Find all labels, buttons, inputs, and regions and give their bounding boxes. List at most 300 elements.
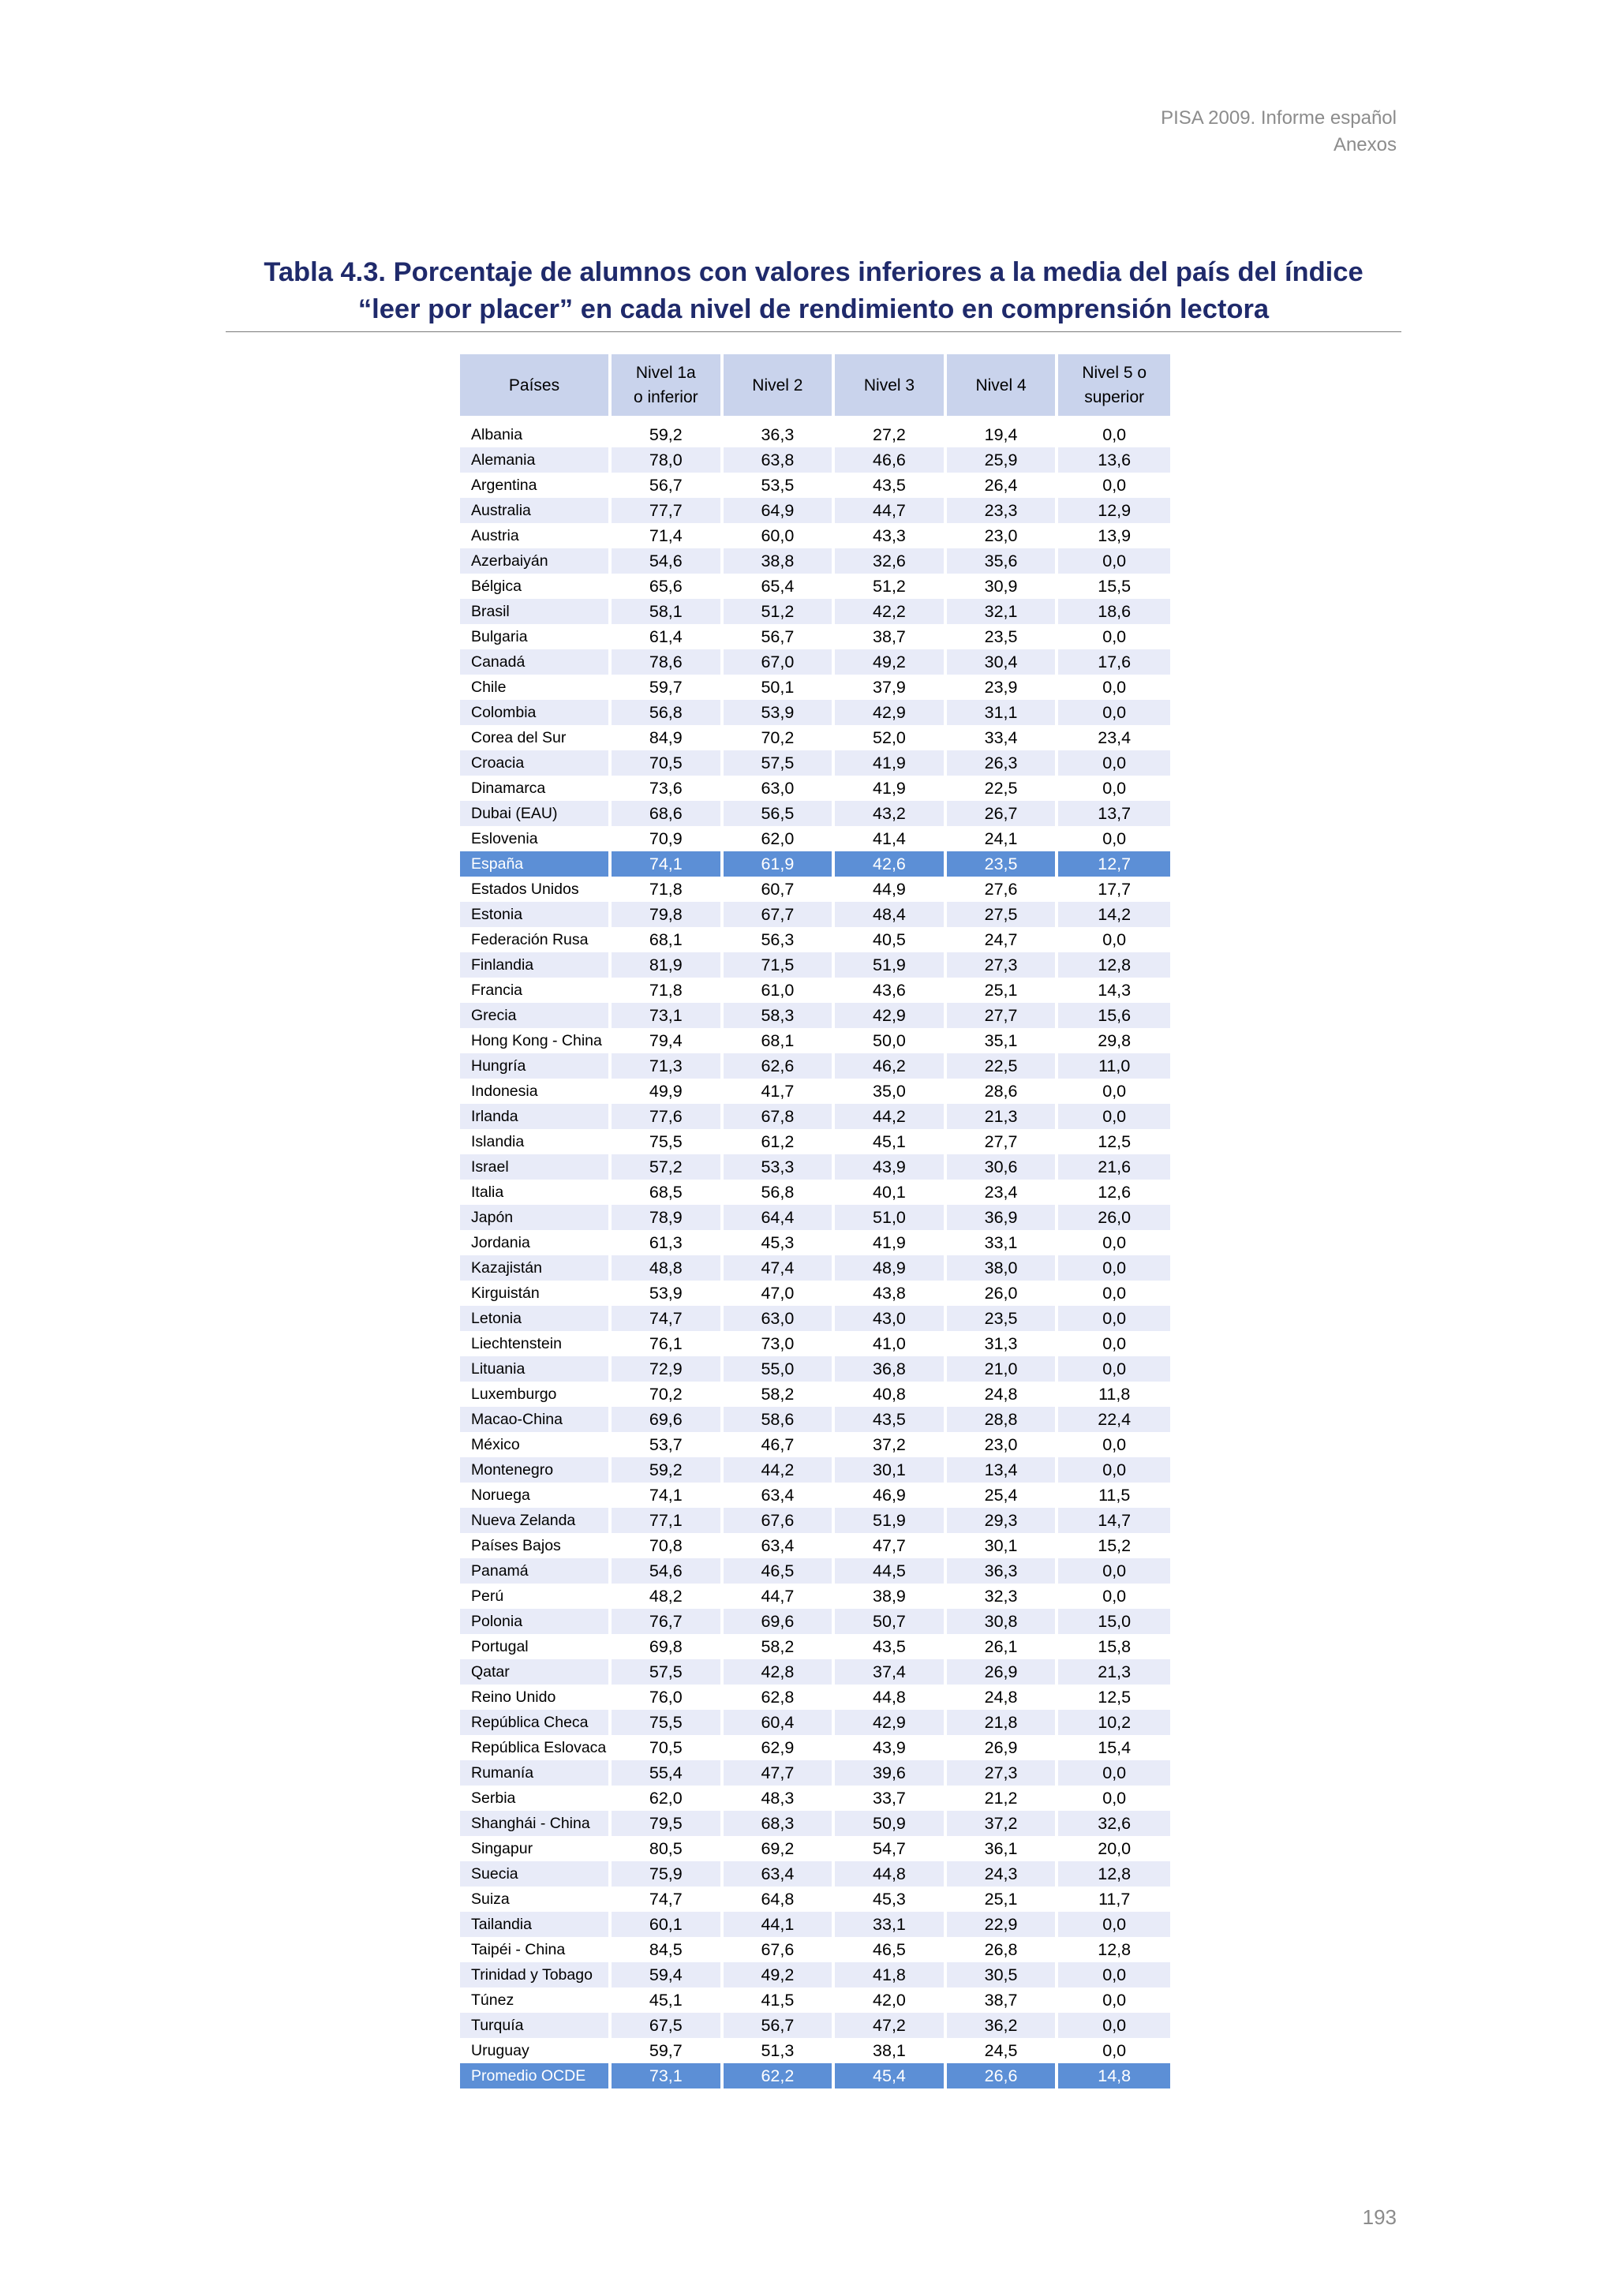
value-cell: 70,9 xyxy=(612,826,724,851)
value-cell: 69,6 xyxy=(724,1609,836,1634)
country-cell: Nueva Zelanda xyxy=(460,1508,612,1533)
value-cell: 0,0 xyxy=(1102,778,1127,798)
value-cell: 63,0 xyxy=(724,776,836,801)
value-cell: 0,0 xyxy=(1102,1586,1127,1606)
value-cell: 13,6 xyxy=(1058,447,1170,473)
value-cell: 40,1 xyxy=(835,1180,947,1205)
value-cell: 27,7 xyxy=(947,1129,1059,1154)
table-row xyxy=(460,1558,1170,1584)
table-header xyxy=(460,354,1170,422)
value-cell: 56,8 xyxy=(724,1180,836,1205)
value-cell: 73,6 xyxy=(612,776,724,801)
value-cell: 71,3 xyxy=(612,1053,724,1079)
value-cell: 38,7 xyxy=(835,624,947,649)
value-cell: 29,3 xyxy=(947,1508,1059,1533)
value-cell: 71,4 xyxy=(612,523,724,548)
country-cell: Uruguay xyxy=(460,2038,612,2063)
value-cell: 72,9 xyxy=(612,1356,724,1382)
value-cell: 0,0 xyxy=(1102,475,1127,495)
value-cell: 0,0 xyxy=(1102,1990,1127,2010)
column-header-nivel-4: Nivel 4 xyxy=(947,354,1059,416)
value-cell: 0,0 xyxy=(1058,1104,1170,1129)
country-cell: Dinamarca xyxy=(460,776,612,801)
value-cell: 0,0 xyxy=(1102,1333,1127,1353)
value-cell: 38,0 xyxy=(947,1255,1059,1281)
value-cell: 77,7 xyxy=(612,498,724,523)
value-cell: 27,6 xyxy=(947,877,1059,902)
table-row xyxy=(460,1154,1170,1180)
country-cell: Estonia xyxy=(460,902,612,927)
column-header-nivel-1a-line1: Nivel 1a xyxy=(635,364,696,382)
country-cell: Bulgaria xyxy=(460,624,612,649)
country-cell: Liechtenstein xyxy=(460,1331,612,1356)
value-cell: 30,8 xyxy=(947,1609,1059,1634)
value-cell: 69,8 xyxy=(612,1634,724,1659)
header-title: PISA 2009. Informe español xyxy=(1161,107,1397,129)
country-cell: Albania xyxy=(460,422,612,447)
table-row xyxy=(460,1634,1170,1659)
value-cell: 43,5 xyxy=(835,473,947,498)
table-row xyxy=(460,1735,1170,1760)
value-cell: 56,5 xyxy=(724,801,836,826)
value-cell: 64,9 xyxy=(724,498,836,523)
value-cell: 0,0 xyxy=(1058,1457,1170,1483)
value-cell: 35,0 xyxy=(835,1079,947,1104)
value-cell: 0,0 xyxy=(1058,1356,1170,1382)
value-cell: 26,3 xyxy=(947,750,1059,776)
value-cell: 22,5 xyxy=(947,776,1059,801)
value-cell: 22,4 xyxy=(1058,1407,1170,1432)
country-cell: Indonesia xyxy=(460,1079,612,1104)
value-cell: 47,2 xyxy=(835,2013,947,2038)
country-cell: Portugal xyxy=(460,1634,612,1659)
running-header xyxy=(1161,105,1397,159)
value-cell: 45,3 xyxy=(724,1230,836,1255)
value-cell: 44,7 xyxy=(835,498,947,523)
value-cell: 74,7 xyxy=(612,1887,724,1912)
value-cell: 26,6 xyxy=(947,2063,1059,2088)
table-row xyxy=(460,624,1170,649)
value-cell: 44,9 xyxy=(835,877,947,902)
value-cell: 40,8 xyxy=(835,1382,947,1407)
value-cell: 71,8 xyxy=(612,978,724,1003)
value-cell: 54,6 xyxy=(612,548,724,574)
value-cell: 28,8 xyxy=(947,1407,1059,1432)
table-row xyxy=(460,1104,1170,1129)
value-cell: 25,1 xyxy=(947,1887,1059,1912)
value-cell: 11,0 xyxy=(1058,1053,1170,1079)
value-cell: 69,2 xyxy=(724,1836,836,1861)
value-cell: 0,0 xyxy=(1102,1434,1127,1454)
table-row xyxy=(460,1457,1170,1483)
country-cell: Alemania xyxy=(460,447,612,473)
value-cell: 70,5 xyxy=(612,750,724,776)
value-cell: 67,6 xyxy=(724,1508,836,1533)
value-cell: 0,0 xyxy=(1102,1081,1127,1101)
country-cell: Francia xyxy=(460,978,612,1003)
table-row xyxy=(460,927,1170,952)
value-cell: 43,8 xyxy=(835,1281,947,1306)
value-cell: 84,5 xyxy=(612,1937,724,1962)
table-row xyxy=(460,2013,1170,2038)
table-row xyxy=(460,700,1170,725)
value-cell: 50,9 xyxy=(835,1811,947,1836)
value-cell: 15,6 xyxy=(1058,1003,1170,1028)
table-row xyxy=(460,1710,1170,1735)
country-cell: Letonia xyxy=(460,1306,612,1331)
value-cell: 39,6 xyxy=(835,1760,947,1786)
value-cell: 0,0 xyxy=(1058,548,1170,574)
value-cell: 78,9 xyxy=(612,1205,724,1230)
value-cell: 11,7 xyxy=(1098,1889,1131,1909)
country-cell: República Checa xyxy=(460,1710,612,1735)
value-cell: 24,8 xyxy=(947,1685,1059,1710)
value-cell: 0,0 xyxy=(1102,424,1127,444)
country-cell: Turquía xyxy=(460,2013,612,2038)
title-divider xyxy=(226,331,1401,332)
value-cell: 51,2 xyxy=(835,574,947,599)
table-row xyxy=(460,776,1170,801)
value-cell: 68,5 xyxy=(612,1180,724,1205)
value-cell: 11,8 xyxy=(1098,1384,1131,1404)
value-cell: 43,9 xyxy=(835,1154,947,1180)
column-header-nivel-5-line2: superior xyxy=(1084,388,1145,406)
table-row xyxy=(460,1281,1170,1306)
value-cell: 76,1 xyxy=(612,1331,724,1356)
value-cell: 14,8 xyxy=(1058,2063,1170,2088)
country-cell: Shanghái - China xyxy=(460,1811,612,1836)
value-cell: 0,0 xyxy=(1058,1962,1170,1987)
value-cell: 62,2 xyxy=(724,2063,836,2088)
value-cell: 61,3 xyxy=(612,1230,724,1255)
country-cell: Japón xyxy=(460,1205,612,1230)
country-cell: Estados Unidos xyxy=(460,877,612,902)
value-cell: 30,5 xyxy=(947,1962,1059,1987)
country-cell: Austria xyxy=(460,523,612,548)
value-cell: 55,0 xyxy=(724,1356,836,1382)
value-cell: 74,7 xyxy=(612,1306,724,1331)
value-cell: 70,2 xyxy=(612,1382,724,1407)
value-cell: 0,0 xyxy=(1058,1306,1170,1331)
table-row xyxy=(460,1230,1170,1255)
value-cell: 26,8 xyxy=(947,1937,1059,1962)
country-cell: Hong Kong - China xyxy=(460,1028,612,1053)
value-cell: 37,2 xyxy=(947,1811,1059,1836)
value-cell: 62,8 xyxy=(724,1685,836,1710)
table-row xyxy=(460,574,1170,599)
value-cell: 48,8 xyxy=(612,1255,724,1281)
value-cell: 23,5 xyxy=(947,1306,1059,1331)
value-cell: 43,3 xyxy=(835,523,947,548)
value-cell: 0,0 xyxy=(1058,750,1170,776)
value-cell: 45,1 xyxy=(612,1987,724,2013)
value-cell: 35,1 xyxy=(947,1028,1059,1053)
value-cell: 46,5 xyxy=(724,1558,836,1584)
country-cell: Kirguistán xyxy=(460,1281,612,1306)
value-cell: 41,0 xyxy=(835,1331,947,1356)
value-cell: 51,3 xyxy=(724,2038,836,2063)
country-cell: Países Bajos xyxy=(460,1533,612,1558)
table-row xyxy=(460,1962,1170,1987)
value-cell: 30,6 xyxy=(947,1154,1059,1180)
header-section: Anexos xyxy=(1333,134,1397,155)
value-cell: 77,1 xyxy=(612,1508,724,1533)
value-cell: 23,5 xyxy=(947,851,1059,877)
value-cell: 63,4 xyxy=(724,1533,836,1558)
country-cell: Luxemburgo xyxy=(460,1382,612,1407)
value-cell: 44,1 xyxy=(724,1912,836,1937)
table-row xyxy=(460,1609,1170,1634)
value-cell: 44,8 xyxy=(835,1861,947,1887)
value-cell: 46,9 xyxy=(835,1483,947,1508)
value-cell: 57,5 xyxy=(612,1659,724,1685)
value-cell: 51,9 xyxy=(835,952,947,978)
value-cell: 0,0 xyxy=(1102,1232,1127,1252)
value-cell: 22,9 xyxy=(947,1912,1059,1937)
country-cell: Promedio OCDE xyxy=(460,2063,612,2088)
value-cell: 71,5 xyxy=(724,952,836,978)
country-cell: Qatar xyxy=(460,1659,612,1685)
country-cell: Montenegro xyxy=(460,1457,612,1483)
value-cell: 37,2 xyxy=(835,1432,947,1457)
value-cell: 0,0 xyxy=(1058,700,1170,725)
table-row xyxy=(460,675,1170,700)
value-cell: 71,8 xyxy=(612,877,724,902)
value-cell: 26,1 xyxy=(947,1634,1059,1659)
value-cell: 79,5 xyxy=(612,1811,724,1836)
country-cell: Polonia xyxy=(460,1609,612,1634)
value-cell: 77,6 xyxy=(612,1104,724,1129)
value-cell: 24,3 xyxy=(947,1861,1059,1887)
value-cell: 70,2 xyxy=(724,725,836,750)
table-row xyxy=(460,1205,1170,1230)
table-row xyxy=(460,422,1170,447)
value-cell: 38,8 xyxy=(724,548,836,574)
value-cell: 19,4 xyxy=(947,422,1059,447)
value-cell: 12,5 xyxy=(1098,1687,1132,1707)
value-cell: 15,8 xyxy=(1098,1636,1132,1656)
value-cell: 21,6 xyxy=(1058,1154,1170,1180)
value-cell: 53,5 xyxy=(724,473,836,498)
value-cell: 15,0 xyxy=(1058,1609,1170,1634)
value-cell: 64,4 xyxy=(724,1205,836,1230)
value-cell: 79,4 xyxy=(612,1028,724,1053)
value-cell: 33,1 xyxy=(947,1230,1059,1255)
value-cell: 70,5 xyxy=(612,1735,724,1760)
value-cell: 62,6 xyxy=(724,1053,836,1079)
table-row xyxy=(460,1887,1170,1912)
value-cell: 63,4 xyxy=(724,1483,836,1508)
column-header-nivel-3: Nivel 3 xyxy=(835,354,947,416)
value-cell: 57,5 xyxy=(724,750,836,776)
value-cell: 38,7 xyxy=(947,1987,1059,2013)
country-cell: Corea del Sur xyxy=(460,725,612,750)
value-cell: 30,1 xyxy=(835,1457,947,1483)
value-cell: 45,3 xyxy=(835,1887,947,1912)
value-cell: 55,4 xyxy=(612,1760,724,1786)
value-cell: 52,0 xyxy=(835,725,947,750)
value-cell: 27,7 xyxy=(947,1003,1059,1028)
value-cell: 51,9 xyxy=(835,1508,947,1533)
table-row xyxy=(460,548,1170,574)
column-header-nivel-1a xyxy=(612,354,724,416)
table-row xyxy=(460,1508,1170,1533)
value-cell: 0,0 xyxy=(1102,626,1127,646)
value-cell: 30,9 xyxy=(947,574,1059,599)
value-cell: 61,2 xyxy=(724,1129,836,1154)
country-cell: Bélgica xyxy=(460,574,612,599)
value-cell: 12,8 xyxy=(1058,1861,1170,1887)
country-cell: Argentina xyxy=(460,473,612,498)
value-cell: 46,7 xyxy=(724,1432,836,1457)
value-cell: 53,9 xyxy=(724,700,836,725)
value-cell: 35,6 xyxy=(947,548,1059,574)
value-cell: 25,1 xyxy=(947,978,1059,1003)
table-row xyxy=(460,1331,1170,1356)
value-cell: 57,2 xyxy=(612,1154,724,1180)
value-cell: 36,2 xyxy=(947,2013,1059,2038)
value-cell: 47,7 xyxy=(724,1760,836,1786)
value-cell: 67,8 xyxy=(724,1104,836,1129)
table-row xyxy=(460,1028,1170,1053)
table-row xyxy=(460,1659,1170,1685)
value-cell: 75,5 xyxy=(612,1129,724,1154)
value-cell: 0,0 xyxy=(1058,1912,1170,1937)
table-row xyxy=(460,599,1170,624)
value-cell: 48,3 xyxy=(724,1786,836,1811)
value-cell: 42,9 xyxy=(835,1710,947,1735)
value-cell: 62,9 xyxy=(724,1735,836,1760)
value-cell: 78,6 xyxy=(612,649,724,675)
value-cell: 68,3 xyxy=(724,1811,836,1836)
value-cell: 21,3 xyxy=(947,1104,1059,1129)
value-cell: 13,9 xyxy=(1098,525,1132,545)
value-cell: 41,4 xyxy=(835,826,947,851)
table-row xyxy=(460,952,1170,978)
value-cell: 36,3 xyxy=(947,1558,1059,1584)
table-row xyxy=(460,1432,1170,1457)
value-cell: 65,6 xyxy=(612,574,724,599)
table-title-line1: Tabla 4.3. Porcentaje de alumnos con valores inferiores a la media del país del índice xyxy=(264,257,1364,287)
value-cell: 75,9 xyxy=(612,1861,724,1887)
table-row xyxy=(460,826,1170,851)
country-cell: Irlanda xyxy=(460,1104,612,1129)
value-cell: 36,3 xyxy=(724,422,836,447)
value-cell: 38,1 xyxy=(835,2038,947,2063)
column-header-nivel-2: Nivel 2 xyxy=(724,354,836,416)
country-cell: Perú xyxy=(460,1584,612,1609)
value-cell: 74,1 xyxy=(612,851,724,877)
value-cell: 60,7 xyxy=(724,877,836,902)
table-row xyxy=(460,498,1170,523)
value-cell: 41,5 xyxy=(724,1987,836,2013)
country-cell: Serbia xyxy=(460,1786,612,1811)
value-cell: 50,7 xyxy=(835,1609,947,1634)
country-cell: Trinidad y Tobago xyxy=(460,1962,612,1987)
value-cell: 37,4 xyxy=(835,1659,947,1685)
value-cell: 14,3 xyxy=(1098,980,1132,1000)
value-cell: 15,2 xyxy=(1098,1535,1132,1555)
table-row xyxy=(460,1180,1170,1205)
value-cell: 0,0 xyxy=(1102,1788,1127,1808)
value-cell: 56,7 xyxy=(724,2013,836,2038)
table-row xyxy=(460,725,1170,750)
value-cell: 53,9 xyxy=(612,1281,724,1306)
value-cell: 44,2 xyxy=(724,1457,836,1483)
country-cell: Azerbaiyán xyxy=(460,548,612,574)
country-cell: Panamá xyxy=(460,1558,612,1584)
value-cell: 44,7 xyxy=(724,1584,836,1609)
country-cell: Jordania xyxy=(460,1230,612,1255)
value-cell: 12,5 xyxy=(1098,1131,1132,1151)
value-cell: 26,4 xyxy=(947,473,1059,498)
value-cell: 0,0 xyxy=(1102,677,1127,697)
table-row xyxy=(460,1584,1170,1609)
value-cell: 84,9 xyxy=(612,725,724,750)
table-row xyxy=(460,750,1170,776)
country-cell: Australia xyxy=(460,498,612,523)
value-cell: 23,5 xyxy=(947,624,1059,649)
value-cell: 45,1 xyxy=(835,1129,947,1154)
table-row xyxy=(460,1053,1170,1079)
value-cell: 0,0 xyxy=(1058,2013,1170,2038)
value-cell: 32,3 xyxy=(947,1584,1059,1609)
value-cell: 23,3 xyxy=(947,498,1059,523)
value-cell: 12,8 xyxy=(1098,1939,1132,1959)
country-cell: Kazajistán xyxy=(460,1255,612,1281)
country-cell: República Eslovaca xyxy=(460,1735,612,1760)
value-cell: 58,2 xyxy=(724,1634,836,1659)
value-cell: 36,9 xyxy=(947,1205,1059,1230)
value-cell: 13,7 xyxy=(1058,801,1170,826)
country-cell: Singapur xyxy=(460,1836,612,1861)
value-cell: 32,6 xyxy=(1058,1811,1170,1836)
country-cell: Dubai (EAU) xyxy=(460,801,612,826)
value-cell: 67,7 xyxy=(724,902,836,927)
country-cell: Finlandia xyxy=(460,952,612,978)
table-title xyxy=(226,254,1401,328)
value-cell: 41,9 xyxy=(835,750,947,776)
value-cell: 36,1 xyxy=(947,1836,1059,1861)
page-number: 193 xyxy=(1362,2205,1397,2229)
value-cell: 56,7 xyxy=(612,473,724,498)
value-cell: 12,9 xyxy=(1058,498,1170,523)
value-cell: 23,0 xyxy=(947,1432,1059,1457)
value-cell: 51,0 xyxy=(835,1205,947,1230)
value-cell: 73,1 xyxy=(612,1003,724,1028)
value-cell: 59,7 xyxy=(612,2038,724,2063)
value-cell: 76,0 xyxy=(612,1685,724,1710)
value-cell: 0,0 xyxy=(1058,1558,1170,1584)
value-cell: 70,8 xyxy=(612,1533,724,1558)
table-row xyxy=(460,1912,1170,1937)
value-cell: 47,4 xyxy=(724,1255,836,1281)
value-cell: 62,0 xyxy=(724,826,836,851)
value-cell: 41,9 xyxy=(835,776,947,801)
value-cell: 24,8 xyxy=(947,1382,1059,1407)
value-cell: 63,4 xyxy=(724,1861,836,1887)
table-row xyxy=(460,447,1170,473)
value-cell: 68,1 xyxy=(724,1028,836,1053)
country-cell: Israel xyxy=(460,1154,612,1180)
table-row xyxy=(460,1685,1170,1710)
value-cell: 33,4 xyxy=(947,725,1059,750)
value-cell: 12,7 xyxy=(1058,851,1170,877)
country-cell: Eslovenia xyxy=(460,826,612,851)
value-cell: 43,9 xyxy=(835,1735,947,1760)
value-cell: 38,9 xyxy=(835,1584,947,1609)
value-cell: 47,0 xyxy=(724,1281,836,1306)
